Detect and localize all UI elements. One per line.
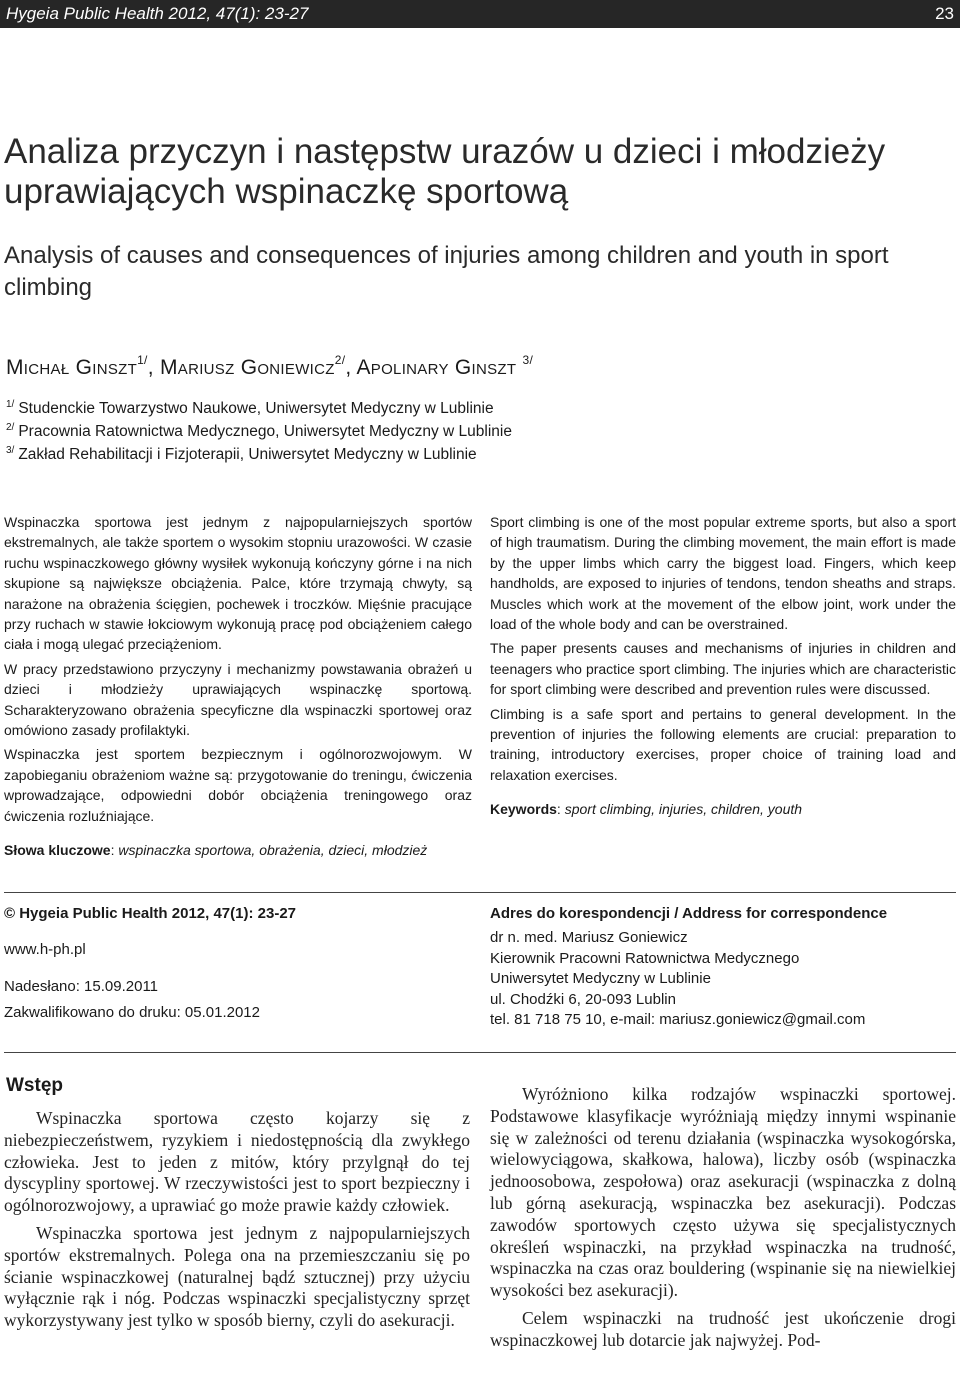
affiliation-1 (6, 399, 494, 418)
page-number: 23 (935, 4, 954, 23)
affiliation-marker: 3/ (6, 445, 15, 456)
correspondence-line: dr n. med. Mariusz Goniewicz (490, 929, 688, 947)
abstract-paragraph: Wspinaczka sportowa jest jednym z najpopularniejszych sportów ekstremalnych, ale także sportem o wysokim stopniu urazowości. W czasie ruchu wspinaczkowego główny wysiłek wykonują kończyny górne i na nich skupione są największe obciążenia. Palce, które trzymają chwyty, są narażone na obrażenia ścięgien, pochewek i troczków. Mięśnie pracujące przy ruchach w stawie łokciowym wykonują pracę pod obciążeniem całego ciała i mogą ulegać przeciążeniom. (4, 514, 472, 653)
keywords-line: Słowa kluczowe: wspinaczka sportowa, obrażenia, dzieci, młodzież (4, 842, 428, 859)
correspondence-block (490, 904, 955, 1030)
correspondence-line: tel. 81 718 75 10, e-mail: mariusz.goniewicz@gmail.com (490, 1011, 866, 1029)
article-title-en: Analysis of causes and consequences of injuries among children and youth in sport climbing (4, 242, 889, 301)
abstract-paragraph: The paper presents causes and mechanisms of injuries in children and teenagers who practice sport climbing. The injuries which are characteristic for sport climbing were described and prevention rules were discussed. (490, 640, 956, 698)
author-separator: , (345, 356, 357, 379)
correspondence-line: ul. Chodźki 6, 20-093 Lublin (490, 990, 676, 1008)
body-paragraph: Celem wspinaczki na trudność jest ukończenie drogi wspinaczkowej lub dotarcie jak najwyżej. Pod- (490, 1307, 956, 1350)
section-heading: Wstęp (6, 1075, 63, 1096)
website-link[interactable]: www.h-ph.pl (4, 941, 86, 959)
intro-column-left (4, 1108, 470, 1338)
abstract-paragraph: Climbing is a safe sport and pertains to general development. In the prevention of injuries the following elements are crucial: preparation to training, introductory exercises, proper choice of training load and relaxation exercises. (490, 705, 956, 783)
section-divider (4, 1052, 956, 1053)
abstract-paragraph: Wspinaczka jest sportem bezpiecznym i ogólnorozwojowym. W zapobieganiu obrażeniom ważne są: przygotowanie do treningu, ćwiczenia wprowadzające, odpowiedni dobór obciążenia treningowego oraz ćwiczenia rozluźniające. (4, 746, 472, 824)
keywords-values: wspinaczka sportowa, obrażenia, dzieci, młodzież (118, 842, 428, 859)
correspondence-line: Kierownik Pracowni Ratownictwa Medycznego (490, 949, 800, 967)
keywords-values: sport climbing, injuries, children, youth (564, 801, 803, 818)
journal-reference: Hygeia Public Health 2012, 47(1): 23-27 (6, 4, 309, 23)
keywords-line: Keywords: sport climbing, injuries, children, youth (490, 801, 803, 818)
abstract-paragraph: W pracy przedstawiono przyczyny i mechanizmy powstawania obrażeń u dzieci i młodzieży uprawiających wspinaczkę sportową. Scharakteryzowano obrażenia specyficzne dla wspinaczki sportowej oraz omówiono zasady profilaktyki. (4, 660, 472, 739)
author-list (6, 346, 533, 382)
keywords-label: Słowa kluczowe (4, 842, 111, 859)
submitted-date: Nadesłano: 15.09.2011 (4, 977, 159, 995)
author-separator: , (147, 356, 160, 379)
copyright-line: © Hygeia Public Health 2012, 47(1): 23-27 (4, 905, 297, 922)
author-affiliation-marker: 3/ (522, 353, 534, 367)
publication-meta (4, 904, 454, 1030)
body-paragraph: Wspinaczka sportowa często kojarzy się z niebezpieczeństwem, ryzykiem i niedostępnością dla zwykłego człowieka. Jest to jeden z mitów, który przylgnął do tej dyscypliny sportowej. W rzeczywistości jest to sport bezpieczny i ogólnorozwojowy, a uprawiać go może prawie każdy człowiek. (4, 1108, 470, 1216)
affiliation-text: Zakład Rehabilitacji i Fizjoterapii, Uniwersytet Medyczny w Lublinie (18, 446, 477, 463)
correspondence-heading: Adres do korespondencji / Address for correspondence (490, 905, 888, 922)
accepted-date: Zakwalifikowano do druku: 05.01.2012 (4, 1004, 260, 1022)
author-affiliation-marker: 2/ (334, 353, 346, 367)
section-divider (4, 892, 956, 893)
affiliation-3 (6, 445, 477, 464)
abstract-paragraph: Sport climbing is one of the most popular extreme sports, but also a sport of high traumatism. During the climbing movement, the main effort is made by the upper limbs which carry the biggest load. Fingers, which keep handholds, are exposed to injuries of tendons, tendon sheaths and straps. Muscles which work at the movement of the elbow joint, work under the load of the whole body and can be overstrained. (490, 514, 956, 633)
affiliation-2 (6, 422, 512, 441)
affiliation-text: Pracownia Ratownictwa Medycznego, Uniwersytet Medyczny w Lublinie (18, 423, 512, 440)
article-title-pl: Analiza przyczyn i następstw urazów u dzieci i młodzieży uprawiających wspinaczkę sportową (4, 132, 886, 211)
affiliation-text: Studenckie Towarzystwo Naukowe, Uniwersytet Medyczny w Lublinie (18, 400, 494, 417)
correspondence-line: Uniwersytet Medyczny w Lublinie (490, 970, 711, 988)
author-name: Apolinary Ginszt (356, 356, 517, 379)
abstract-en (490, 512, 956, 824)
author-name: Mariusz Goniewicz (159, 356, 335, 379)
keywords-label: Keywords (490, 801, 557, 818)
affiliation-marker: 2/ (6, 422, 15, 433)
author-name: Michał Ginszt (6, 356, 138, 379)
body-paragraph: Wspinaczka sportowa jest jednym z najpopularniejszych sportów ekstremalnych. Polega ona na przemieszczaniu się po ścianie wspinaczkowej (naturalnej bądź sztucznej) przy użyciu wyłącznie rąk i nóg. Podczas wspinaczki specjalistyczny sprzęt wykorzystywany jest tylko w sposób bierny, czyli do asekuracji. (4, 1222, 470, 1331)
intro-column-right (490, 1084, 956, 1358)
author-affiliation-marker: 1/ (137, 353, 148, 367)
journal-header-bar (0, 0, 960, 28)
abstract-pl (4, 512, 472, 865)
affiliation-marker: 1/ (6, 399, 15, 410)
body-paragraph: Wyróżniono kilka rodzajów wspinaczki sportowej. Podstawowe klasyfikacje wyróżniają między innymi wspinanie się w zależności od terenu działania (wspinaczka wysokogórska, wielowyciągowa, skałkowa, halowa), liczby osób (wspinaczka jednoosobowa, zespołowa) oraz asekuracji (wspinaczka z dolną lub górną asekuracją, wspinaczka bez asekuracji). Podczas zawodów sportowych często używa się specjalistycznych określeń wspinaczki, na przykład wspinaczka na trudność, wspinaczka na czas oraz bouldering (wspinanie się na niewielkiej wysokości bez asekuracji). (490, 1084, 956, 1301)
